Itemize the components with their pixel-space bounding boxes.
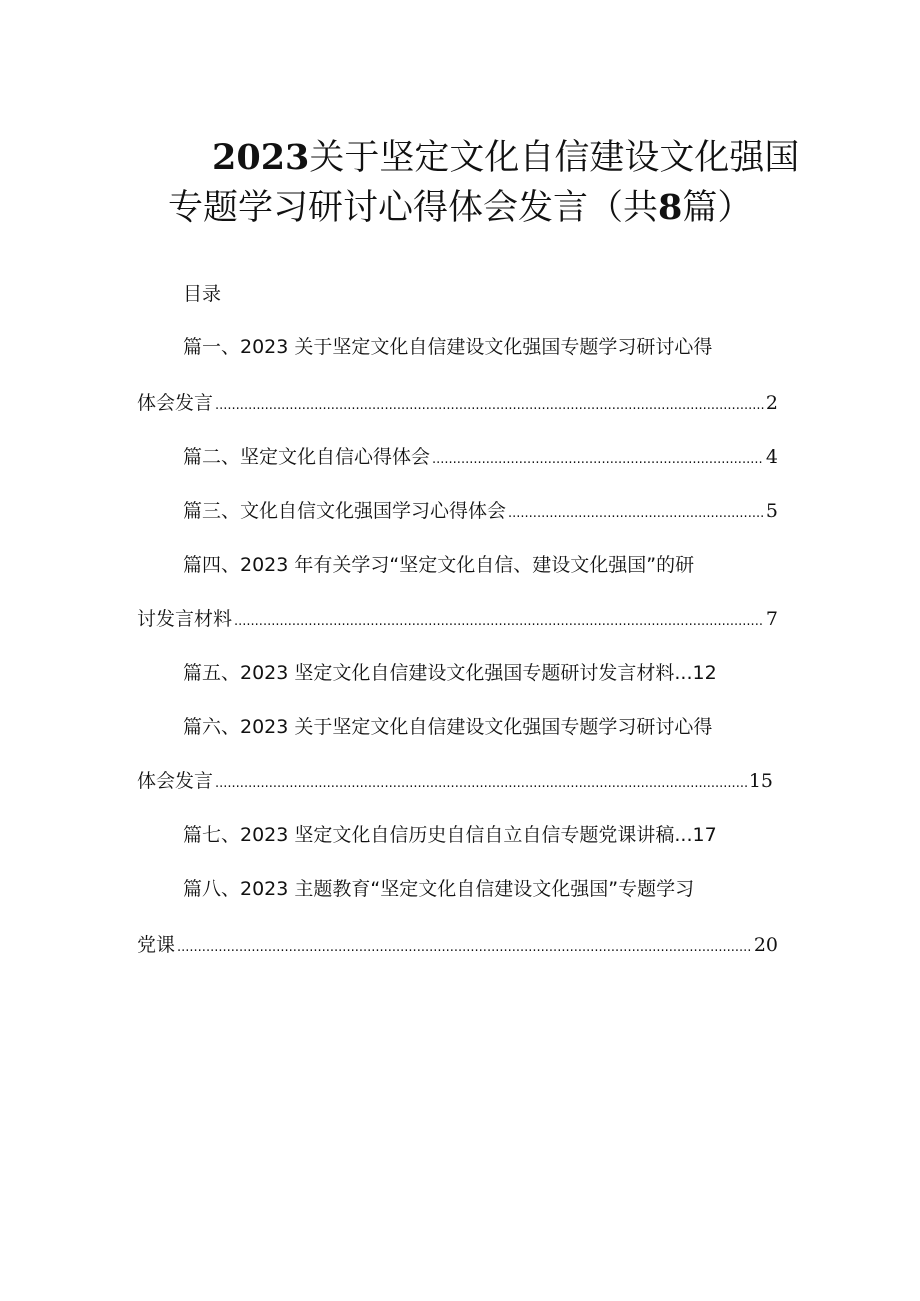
- toc-page-number: 2: [765, 392, 778, 414]
- toc-entry-text: 篇一、2023 关于坚定文化自信建设文化强国专题学习研讨心得: [183, 336, 713, 358]
- toc-entry-text: 篇二、坚定文化自信心得体会: [183, 446, 431, 468]
- toc-entry-text: 篇六、2023 关于坚定文化自信建设文化强国专题学习研讨心得: [183, 716, 713, 738]
- toc-entry-6-line-2[interactable]: [137, 767, 773, 798]
- document-title-line-1: [212, 136, 799, 180]
- toc-dot-leader: [177, 934, 752, 962]
- title-year: 2023: [212, 137, 310, 178]
- document-title-line-2: [168, 186, 752, 230]
- toc-entry-text: 篇五、2023 坚定文化自信建设文化强国专题研讨发言材料...12: [183, 662, 717, 684]
- toc-entry-text: 篇三、文化自信文化强国学习心得体会: [183, 500, 507, 522]
- toc-page-number: 20: [753, 934, 778, 956]
- title-line-2-text: 专题学习研讨心得体会发言（共: [168, 188, 659, 228]
- toc-entry-text: 篇四、2023 年有关学习“坚定文化自信、建设文化强国”的研: [183, 554, 695, 576]
- toc-entry-2[interactable]: [183, 443, 778, 474]
- title-line-1-text: 关于坚定文化自信建设文化强国: [309, 138, 800, 178]
- toc-entry-text: 体会发言: [137, 392, 214, 414]
- toc-entry-text: 党课: [137, 934, 176, 956]
- toc-entry-1-line-2[interactable]: [137, 389, 778, 420]
- toc-entry-text: 讨发言材料: [137, 608, 233, 630]
- toc-entry-8-line-2[interactable]: [137, 931, 778, 962]
- toc-dot-leader: [215, 392, 764, 420]
- toc-entry-1-line-1[interactable]: [183, 333, 712, 361]
- toc-dot-leader: [508, 500, 764, 528]
- toc-entry-6-line-1[interactable]: [183, 713, 712, 741]
- toc-entry-3[interactable]: [183, 497, 778, 528]
- toc-entry-text: 篇八、2023 主题教育“坚定文化自信建设文化强国”专题学习: [183, 878, 695, 900]
- toc-entry-4-line-1[interactable]: [183, 551, 694, 579]
- title-line-2-end: 篇）: [682, 188, 753, 228]
- toc-entry-5[interactable]: [183, 659, 717, 687]
- toc-page-number: 4: [765, 446, 778, 468]
- toc-entry-7[interactable]: [183, 821, 717, 849]
- toc-dot-leader: [432, 446, 764, 474]
- toc-entry-text: 篇七、2023 坚定文化自信历史自信自立自信专题党课讲稿...17: [183, 824, 717, 846]
- toc-entry-text: 体会发言: [137, 770, 214, 792]
- toc-page-number: 15: [748, 770, 773, 792]
- toc-dot-leader: [234, 608, 764, 636]
- toc-entry-8-line-1[interactable]: [183, 875, 694, 903]
- toc-entry-4-line-2[interactable]: [137, 605, 778, 636]
- toc-page-number: 5: [765, 500, 778, 522]
- toc-page-number: 7: [765, 608, 778, 630]
- title-count: 8: [658, 187, 683, 228]
- toc-dot-leader: [215, 770, 747, 798]
- toc-heading: 目录: [183, 283, 222, 305]
